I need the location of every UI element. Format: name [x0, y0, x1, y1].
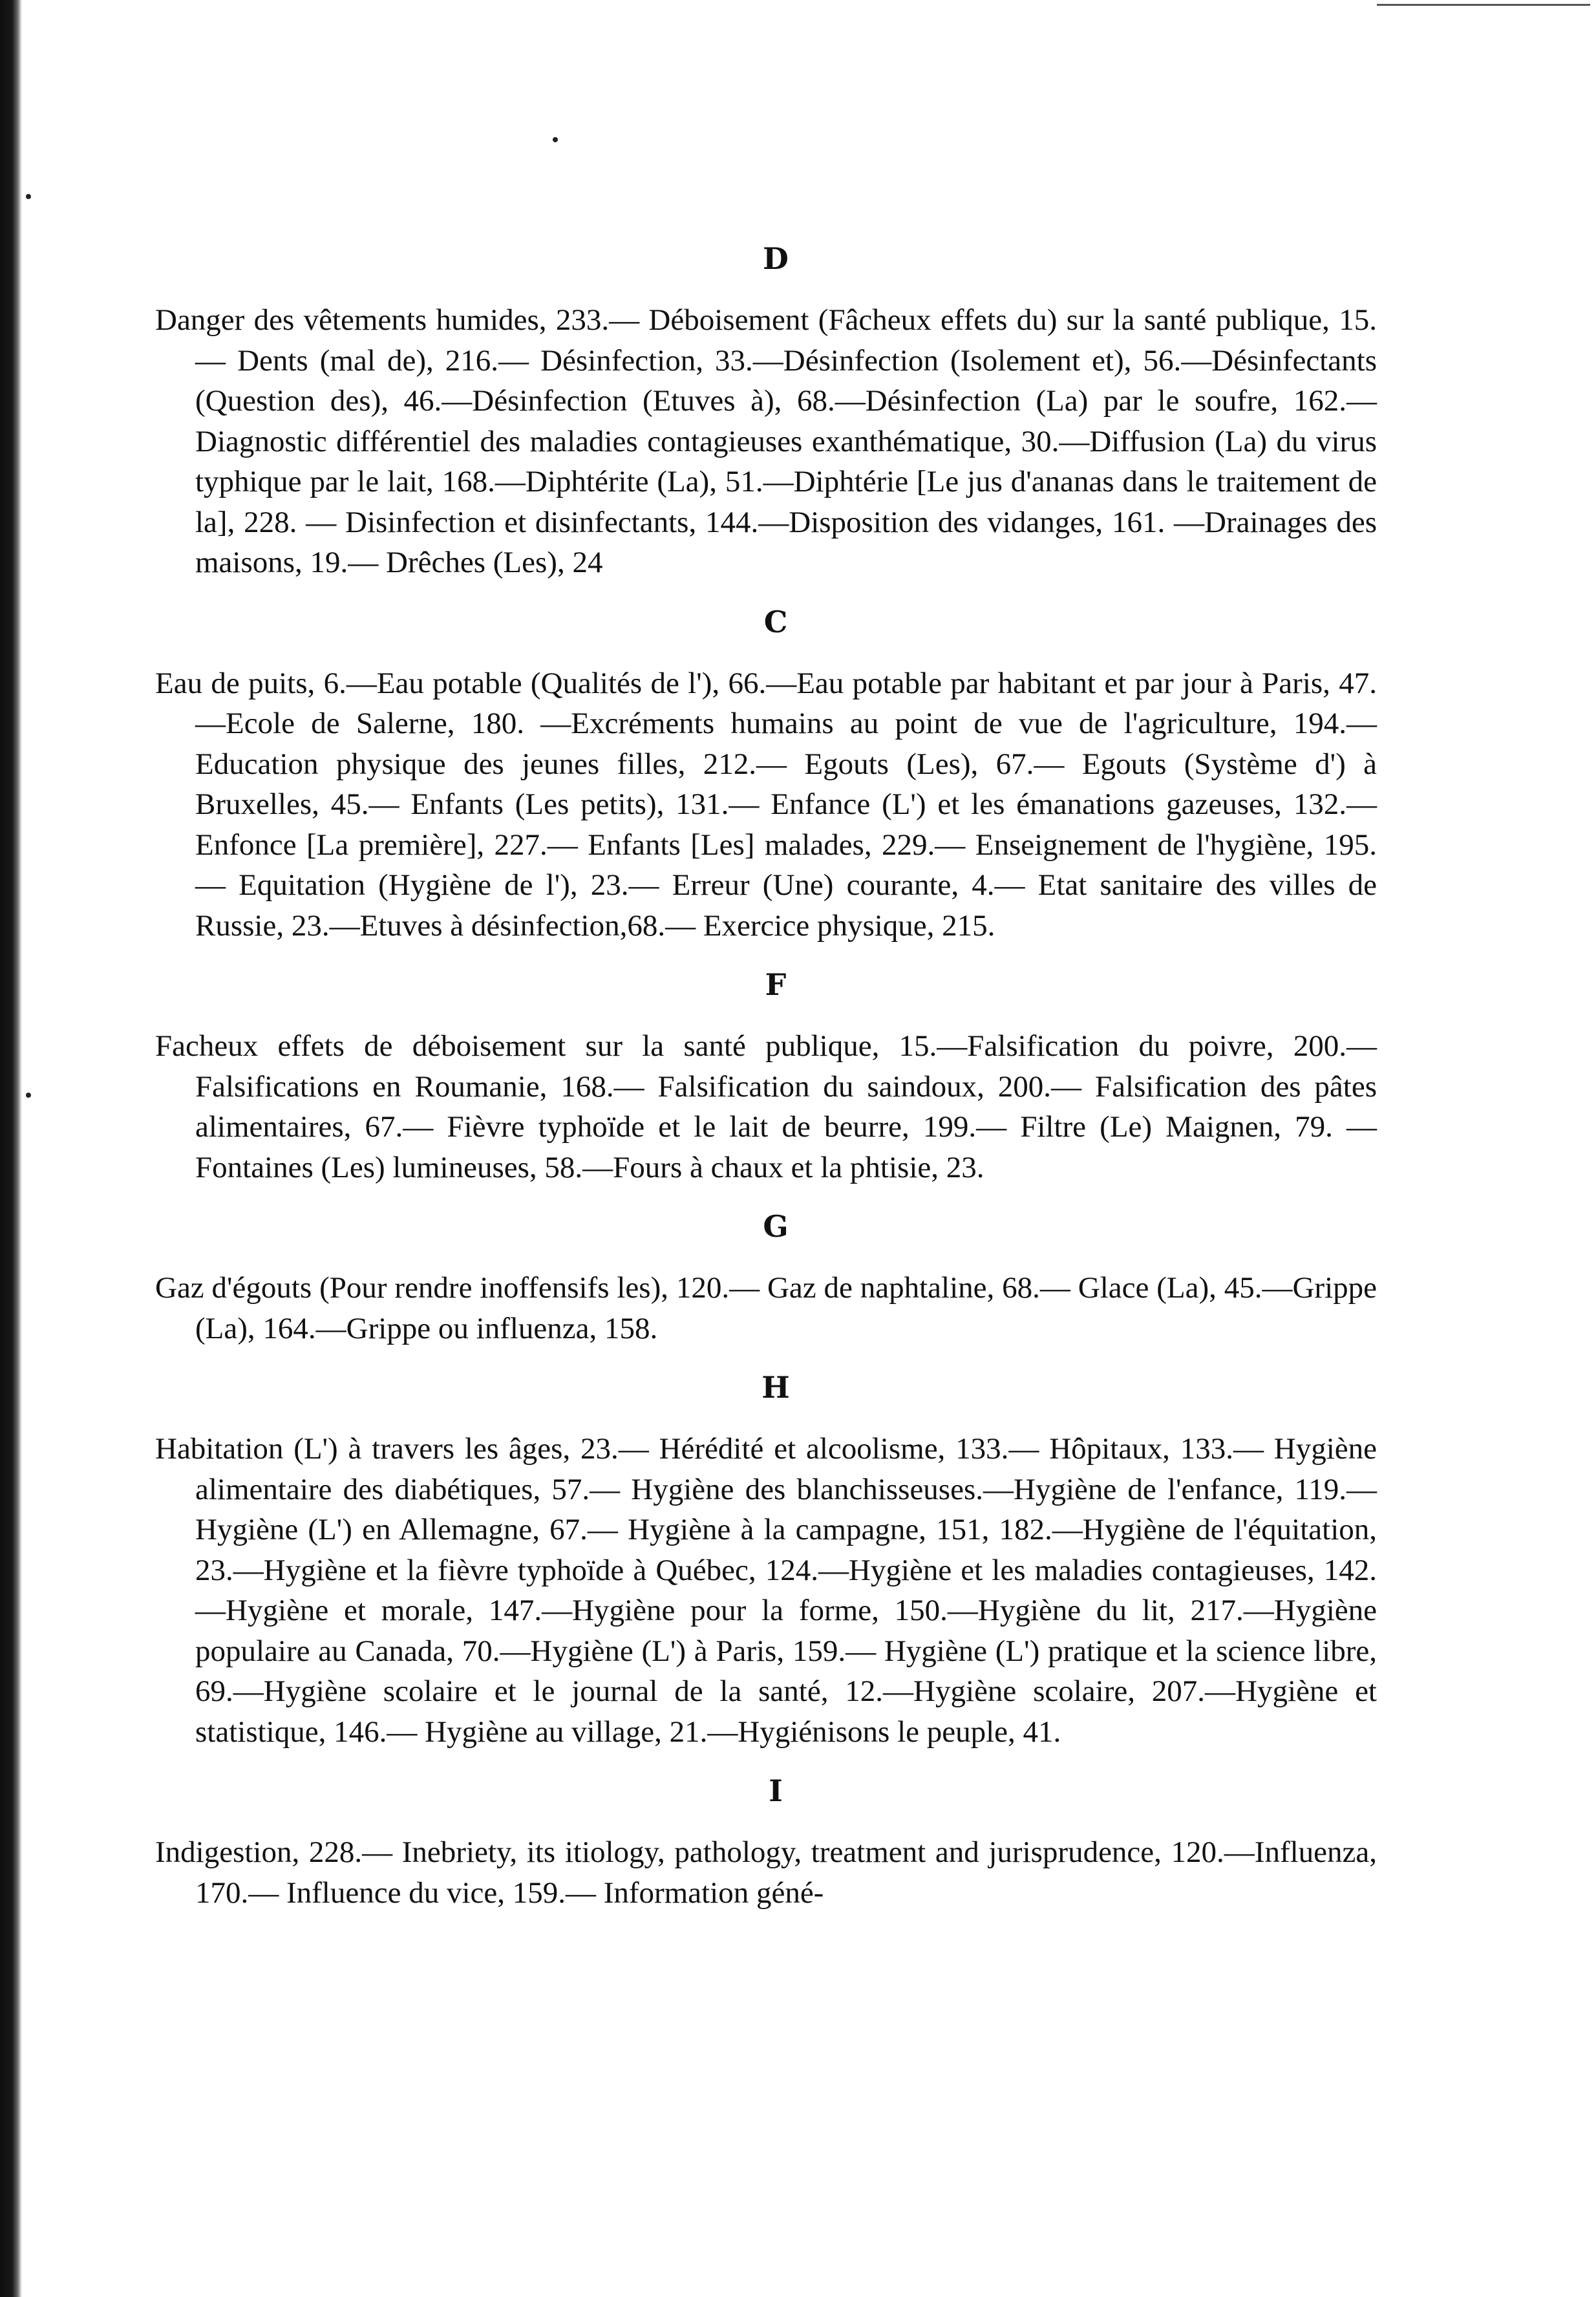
scan-speck	[26, 194, 31, 199]
section-heading-h: H	[761, 1370, 790, 1405]
index-entries-g: Gaz d'égouts (Pour rendre inoffensifs les), 120.— Gaz de naphtaline, 68.— Glace (La), 45.—Grippe (La), 164.—Grippe ou influenza, 158.	[155, 1271, 1377, 1345]
binding-shadow	[0, 0, 22, 2297]
scan-top-rule	[1377, 4, 1590, 6]
index-page	[155, 239, 1377, 1922]
index-entries-e: Eau de puits, 6.—Eau potable (Qualités de l'), 66.—Eau potable par habitant et par jour à Paris, 47.—Ecole de Salerne, 180. —Excréments humains au point de vue de l'agriculture, 194.— Education physique des jeunes filles, 212.— Egouts (Les), 67.— Egouts (Système d') à Bruxelles, 45.— Enfants (Les petits), 131.— Enfance (L') et les émanations gazeuses, 132.—Enfonce [La première], 227.— Enfants [Les] malades, 229.— Enseignement de l'hygiène, 195.— Equitation (Hygiène de l'), 23.— Erreur (Une) courante, 4.— Etat sanitaire des villes de Russie, 23.—Etuves à désinfection,68.— Exercice physique, 215.	[155, 666, 1377, 943]
index-entries-i: Indigestion, 228.— Inebriety, its itiology, pathology, treatment and jurisprudence, 120.—Influenza, 170.— Influence du vice, 159.— Information géné-	[155, 1835, 1377, 1910]
scan-speck	[553, 137, 558, 142]
section-heading-d: D	[763, 241, 789, 276]
section-heading-f: F	[765, 967, 787, 1002]
index-entries-f: Facheux effets de déboisement sur la santé publique, 15.—Falsification du poivre, 200.— Falsifications en Roumanie, 168.— Falsification du saindoux, 200.— Falsification des pâtes alimentaires, 67.— Fièvre typhoïde et le lait de beurre, 199.— Filtre (Le) Maignen, 79. — Fontaines (Les) lumineuses, 58.—Fours à chaux et la phtisie, 23.	[155, 1029, 1377, 1184]
scan-speck	[26, 1093, 31, 1098]
section-heading-i: I	[769, 1773, 783, 1808]
index-entries-h: Habitation (L') à travers les âges, 23.— Hérédité et alcoolisme, 133.— Hôpitaux, 133.— Hygiène alimentaire des diabétiques, 57.— Hygiène des blanchisseuses.—Hygiène de l'enfance, 119.—Hygiène (L') en Allemagne, 67.— Hygiène à la campagne, 151, 182.—Hygiène de l'équitation, 23.—Hygiène et la fièvre typhoïde à Québec, 124.—Hygiène et les maladies contagieuses, 142.—Hygiène et morale, 147.—Hygiène pour la forme, 150.—Hygiène du lit, 217.—Hygiène populaire au Canada, 70.—Hygiène (L') à Paris, 159.— Hygiène (L') pratique et la science libre, 69.—Hygiène scolaire et le journal de la santé, 12.—Hygiène scolaire, 207.—Hygiène et statistique, 146.— Hygiène au village, 21.—Hygiénisons le peuple, 41.	[155, 1432, 1377, 1749]
index-entries-d: Danger des vêtements humides, 233.— Déboisement (Fâcheux effets du) sur la santé publique, 15. — Dents (mal de), 216.— Désinfection, 33.—Désinfection (Isolement et), 56.—Désinfectants (Question des), 46.—Désinfection (Etuves à), 68.—Désinfection (La) par le soufre, 162.— Diagnostic différentiel des maladies contagieuses exanthématique, 30.—Diffusion (La) du virus typhique par le lait, 168.—Diphtérite (La), 51.—Diphtérie [Le jus d'ananas dans le traitement de la], 228. — Disinfection et disinfectants, 144.—Disposition des vidanges, 161. —Drainages des maisons, 19.— Drêches (Les), 24	[155, 303, 1377, 579]
section-heading-c: C	[763, 604, 788, 639]
section-heading-g: G	[763, 1209, 789, 1244]
